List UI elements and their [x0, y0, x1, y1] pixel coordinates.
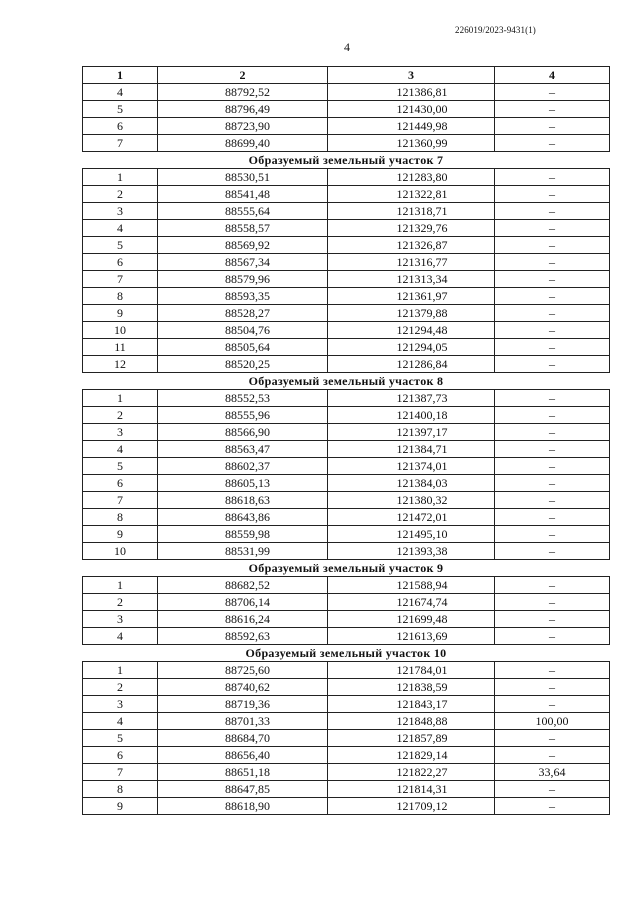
value-cell: – — [495, 458, 610, 475]
table-row — [83, 237, 610, 254]
y-coordinate: 121449,98 — [328, 118, 495, 135]
y-coordinate: 121838,59 — [328, 679, 495, 696]
x-coordinate: 88618,90 — [158, 798, 328, 815]
table-row — [83, 577, 610, 594]
point-number: 5 — [83, 237, 158, 254]
coordinates-table — [82, 66, 610, 815]
header-cell-2: 2 — [158, 67, 328, 84]
table-row — [83, 713, 610, 730]
table-row — [83, 611, 610, 628]
value-cell: – — [495, 305, 610, 322]
point-number: 4 — [83, 441, 158, 458]
value-cell: – — [495, 662, 610, 679]
y-coordinate: 121843,17 — [328, 696, 495, 713]
point-number: 5 — [83, 458, 158, 475]
table-row — [83, 594, 610, 611]
point-number: 10 — [83, 543, 158, 560]
y-coordinate: 121848,88 — [328, 713, 495, 730]
x-coordinate: 88579,96 — [158, 271, 328, 288]
section-header-row — [83, 152, 610, 169]
document-number: 226019/2023-9431(1) — [455, 25, 536, 35]
x-coordinate: 88719,36 — [158, 696, 328, 713]
y-coordinate: 121674,74 — [328, 594, 495, 611]
point-number: 3 — [83, 424, 158, 441]
table-row — [83, 747, 610, 764]
table-row — [83, 339, 610, 356]
point-number: 3 — [83, 696, 158, 713]
point-number: 4 — [83, 220, 158, 237]
value-cell: – — [495, 594, 610, 611]
y-coordinate: 121313,34 — [328, 271, 495, 288]
point-number: 7 — [83, 764, 158, 781]
value-cell: – — [495, 543, 610, 560]
x-coordinate: 88618,63 — [158, 492, 328, 509]
table-header-row — [83, 67, 610, 84]
x-coordinate: 88684,70 — [158, 730, 328, 747]
x-coordinate: 88567,34 — [158, 254, 328, 271]
y-coordinate: 121318,71 — [328, 203, 495, 220]
table-row — [83, 169, 610, 186]
table-row — [83, 781, 610, 798]
x-coordinate: 88616,24 — [158, 611, 328, 628]
y-coordinate: 121588,94 — [328, 577, 495, 594]
x-coordinate: 88528,27 — [158, 305, 328, 322]
point-number: 5 — [83, 730, 158, 747]
table-row — [83, 407, 610, 424]
y-coordinate: 121387,73 — [328, 390, 495, 407]
table-row — [83, 322, 610, 339]
x-coordinate: 88530,51 — [158, 169, 328, 186]
value-cell: – — [495, 84, 610, 101]
y-coordinate: 121384,71 — [328, 441, 495, 458]
value-cell: – — [495, 611, 610, 628]
x-coordinate: 88593,35 — [158, 288, 328, 305]
point-number: 7 — [83, 492, 158, 509]
value-cell: – — [495, 679, 610, 696]
value-cell: – — [495, 492, 610, 509]
point-number: 3 — [83, 203, 158, 220]
y-coordinate: 121283,80 — [328, 169, 495, 186]
y-coordinate: 121361,97 — [328, 288, 495, 305]
value-cell: – — [495, 169, 610, 186]
table-row — [83, 543, 610, 560]
table-row — [83, 135, 610, 152]
y-coordinate: 121814,31 — [328, 781, 495, 798]
y-coordinate: 121286,84 — [328, 356, 495, 373]
point-number: 9 — [83, 798, 158, 815]
y-coordinate: 121784,01 — [328, 662, 495, 679]
table-row — [83, 679, 610, 696]
y-coordinate: 121472,01 — [328, 509, 495, 526]
table-row — [83, 390, 610, 407]
section-title: Образуемый земельный участок 8 — [83, 373, 610, 390]
y-coordinate: 121393,38 — [328, 543, 495, 560]
table-row — [83, 254, 610, 271]
x-coordinate: 88701,33 — [158, 713, 328, 730]
value-cell: – — [495, 475, 610, 492]
value-cell: – — [495, 186, 610, 203]
point-number: 4 — [83, 628, 158, 645]
section-header-row — [83, 560, 610, 577]
point-number: 8 — [83, 781, 158, 798]
y-coordinate: 121379,88 — [328, 305, 495, 322]
table-row — [83, 696, 610, 713]
table-row — [83, 203, 610, 220]
y-coordinate: 121294,48 — [328, 322, 495, 339]
y-coordinate: 121822,27 — [328, 764, 495, 781]
y-coordinate: 121386,81 — [328, 84, 495, 101]
section-title: Образуемый земельный участок 9 — [83, 560, 610, 577]
header-cell-1: 1 — [83, 67, 158, 84]
x-coordinate: 88555,96 — [158, 407, 328, 424]
point-number: 10 — [83, 322, 158, 339]
value-cell: – — [495, 628, 610, 645]
point-number: 8 — [83, 509, 158, 526]
table-row — [83, 441, 610, 458]
y-coordinate: 121400,18 — [328, 407, 495, 424]
y-coordinate: 121857,89 — [328, 730, 495, 747]
value-cell: – — [495, 747, 610, 764]
x-coordinate: 88643,86 — [158, 509, 328, 526]
x-coordinate: 88520,25 — [158, 356, 328, 373]
y-coordinate: 121709,12 — [328, 798, 495, 815]
value-cell: – — [495, 271, 610, 288]
x-coordinate: 88563,47 — [158, 441, 328, 458]
point-number: 3 — [83, 611, 158, 628]
header-cell-3: 3 — [328, 67, 495, 84]
value-cell: – — [495, 424, 610, 441]
table-row — [83, 220, 610, 237]
table-row — [83, 475, 610, 492]
table-row — [83, 628, 610, 645]
y-coordinate: 121613,69 — [328, 628, 495, 645]
table-row — [83, 424, 610, 441]
y-coordinate: 121495,10 — [328, 526, 495, 543]
value-cell: – — [495, 322, 610, 339]
point-number: 6 — [83, 254, 158, 271]
section-header-row — [83, 373, 610, 390]
y-coordinate: 121380,32 — [328, 492, 495, 509]
point-number: 7 — [83, 271, 158, 288]
table-row — [83, 118, 610, 135]
point-number: 9 — [83, 526, 158, 543]
value-cell: – — [495, 781, 610, 798]
value-cell: – — [495, 390, 610, 407]
value-cell: – — [495, 135, 610, 152]
table-row — [83, 509, 610, 526]
x-coordinate: 88555,64 — [158, 203, 328, 220]
table-body — [83, 84, 610, 815]
point-number: 1 — [83, 390, 158, 407]
value-cell: – — [495, 101, 610, 118]
section-title: Образуемый земельный участок 7 — [83, 152, 610, 169]
table-row — [83, 356, 610, 373]
x-coordinate: 88592,63 — [158, 628, 328, 645]
y-coordinate: 121829,14 — [328, 747, 495, 764]
x-coordinate: 88541,48 — [158, 186, 328, 203]
y-coordinate: 121397,17 — [328, 424, 495, 441]
point-number: 6 — [83, 118, 158, 135]
table-row — [83, 526, 610, 543]
y-coordinate: 121374,01 — [328, 458, 495, 475]
value-cell: – — [495, 356, 610, 373]
y-coordinate: 121326,87 — [328, 237, 495, 254]
value-cell: – — [495, 203, 610, 220]
section-title: Образуемый земельный участок 10 — [83, 645, 610, 662]
value-cell: 100,00 — [495, 713, 610, 730]
table-row — [83, 764, 610, 781]
x-coordinate: 88569,92 — [158, 237, 328, 254]
value-cell: – — [495, 407, 610, 424]
table-row — [83, 101, 610, 118]
x-coordinate: 88706,14 — [158, 594, 328, 611]
value-cell: – — [495, 441, 610, 458]
table-row — [83, 84, 610, 101]
value-cell: – — [495, 254, 610, 271]
point-number: 2 — [83, 594, 158, 611]
page-number: 4 — [344, 40, 350, 54]
point-number: 1 — [83, 577, 158, 594]
point-number: 9 — [83, 305, 158, 322]
x-coordinate: 88647,85 — [158, 781, 328, 798]
point-number: 11 — [83, 339, 158, 356]
x-coordinate: 88682,52 — [158, 577, 328, 594]
point-number: 6 — [83, 475, 158, 492]
point-number: 2 — [83, 407, 158, 424]
value-cell: – — [495, 339, 610, 356]
x-coordinate: 88699,40 — [158, 135, 328, 152]
x-coordinate: 88723,90 — [158, 118, 328, 135]
x-coordinate: 88531,99 — [158, 543, 328, 560]
value-cell: – — [495, 577, 610, 594]
y-coordinate: 121322,81 — [328, 186, 495, 203]
x-coordinate: 88796,49 — [158, 101, 328, 118]
point-number: 12 — [83, 356, 158, 373]
header-cell-4: 4 — [495, 67, 610, 84]
table-row — [83, 458, 610, 475]
x-coordinate: 88505,64 — [158, 339, 328, 356]
x-coordinate: 88725,60 — [158, 662, 328, 679]
y-coordinate: 121430,00 — [328, 101, 495, 118]
value-cell: – — [495, 730, 610, 747]
value-cell: 33,64 — [495, 764, 610, 781]
x-coordinate: 88605,13 — [158, 475, 328, 492]
x-coordinate: 88558,57 — [158, 220, 328, 237]
point-number: 2 — [83, 679, 158, 696]
value-cell: – — [495, 696, 610, 713]
value-cell: – — [495, 237, 610, 254]
table-row — [83, 305, 610, 322]
value-cell: – — [495, 509, 610, 526]
x-coordinate: 88504,76 — [158, 322, 328, 339]
value-cell: – — [495, 220, 610, 237]
x-coordinate: 88559,98 — [158, 526, 328, 543]
table-row — [83, 492, 610, 509]
y-coordinate: 121360,99 — [328, 135, 495, 152]
point-number: 4 — [83, 84, 158, 101]
point-number: 5 — [83, 101, 158, 118]
y-coordinate: 121329,76 — [328, 220, 495, 237]
point-number: 8 — [83, 288, 158, 305]
table-row — [83, 288, 610, 305]
x-coordinate: 88740,62 — [158, 679, 328, 696]
x-coordinate: 88651,18 — [158, 764, 328, 781]
y-coordinate: 121384,03 — [328, 475, 495, 492]
table-row — [83, 186, 610, 203]
point-number: 1 — [83, 169, 158, 186]
x-coordinate: 88566,90 — [158, 424, 328, 441]
x-coordinate: 88792,52 — [158, 84, 328, 101]
table-row — [83, 730, 610, 747]
y-coordinate: 121699,48 — [328, 611, 495, 628]
point-number: 6 — [83, 747, 158, 764]
value-cell: – — [495, 526, 610, 543]
value-cell: – — [495, 798, 610, 815]
x-coordinate: 88602,37 — [158, 458, 328, 475]
y-coordinate: 121294,05 — [328, 339, 495, 356]
point-number: 1 — [83, 662, 158, 679]
value-cell: – — [495, 288, 610, 305]
table-row — [83, 271, 610, 288]
x-coordinate: 88656,40 — [158, 747, 328, 764]
point-number: 7 — [83, 135, 158, 152]
section-header-row — [83, 645, 610, 662]
y-coordinate: 121316,77 — [328, 254, 495, 271]
point-number: 4 — [83, 713, 158, 730]
table-row — [83, 662, 610, 679]
x-coordinate: 88552,53 — [158, 390, 328, 407]
value-cell: – — [495, 118, 610, 135]
point-number: 2 — [83, 186, 158, 203]
table-row — [83, 798, 610, 815]
